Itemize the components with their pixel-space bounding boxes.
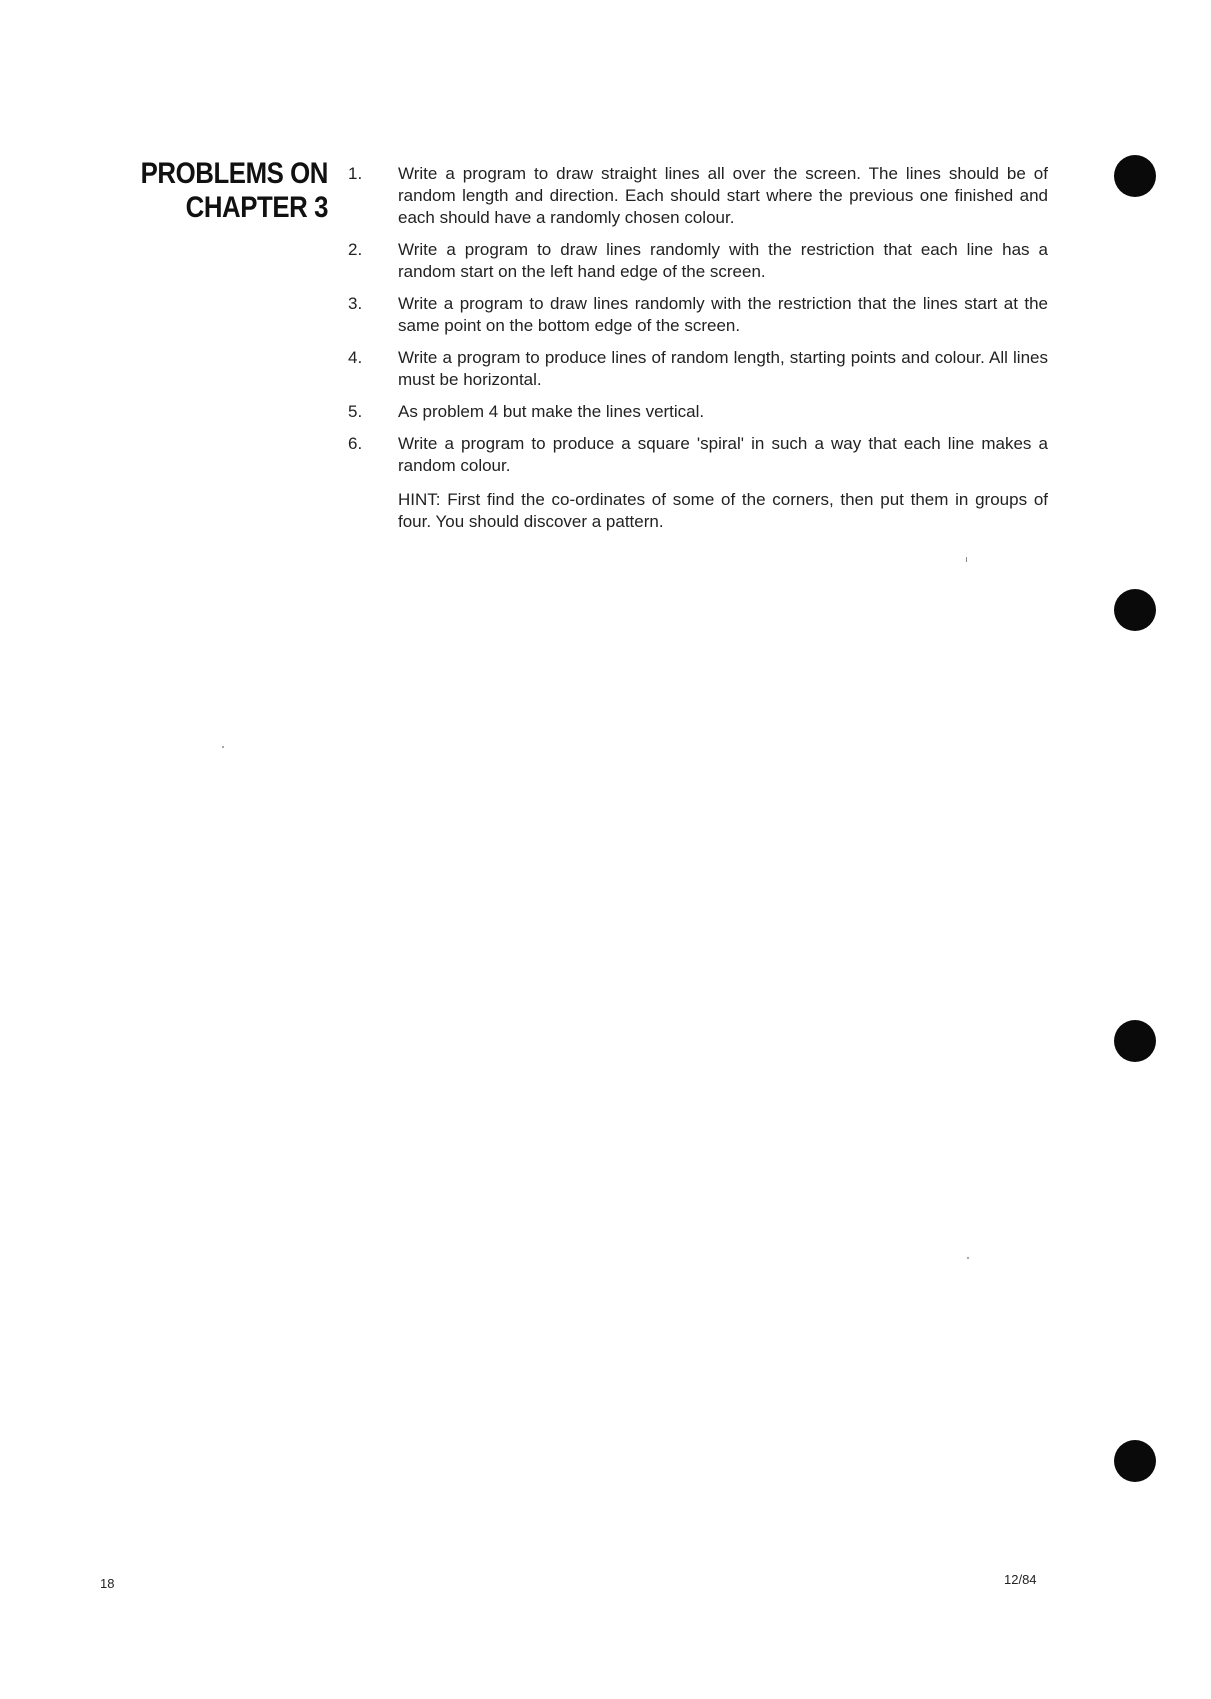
problem-text: As problem 4 but make the lines vertical. (398, 402, 705, 421)
problem-number: 4. (348, 348, 363, 367)
problem-item-1 (348, 163, 1048, 229)
problem-text: Write a program to draw straight lines all over the screen. The lines should be of random length and direction. Each should start where the previous one finished and each should have a randomly chosen colour. (398, 164, 1048, 227)
scan-speck (222, 746, 224, 748)
problem-text: Write a program to produce lines of random length, starting points and colour. All lines must be horizontal. (398, 348, 1048, 389)
section-heading (132, 157, 328, 225)
binder-hole-icon (1114, 1440, 1156, 1482)
problem-number: 1. (348, 164, 363, 183)
scan-speck (967, 1257, 969, 1259)
heading-line-1: PROBLEMS ON (140, 157, 328, 190)
problem-item-4 (348, 347, 1048, 391)
problem-item-3 (348, 293, 1048, 337)
problem-list (348, 163, 1048, 543)
binder-hole-icon (1114, 1020, 1156, 1062)
publication-date: 12/84 (1004, 1572, 1037, 1587)
page-number: 18 (100, 1576, 115, 1591)
binder-hole-icon (1114, 155, 1156, 197)
problem-text: Write a program to draw lines randomly with the restriction that the lines start at the same point on the bottom edge of the screen. (398, 294, 1048, 335)
problem-text: Write a program to produce a square 'spiral' in such a way that each line makes a random colour. (398, 434, 1048, 475)
hint-text: HINT: First find the co-ordinates of some of the corners, then put them in groups of four. You should discover a pattern. (398, 490, 1048, 531)
binder-hole-icon (1114, 589, 1156, 631)
heading-line-2: CHAPTER 3 (185, 191, 328, 224)
scan-speck (966, 557, 967, 562)
problem-number: 5. (348, 402, 363, 421)
problem-item-6 (348, 433, 1048, 533)
problem-number: 2. (348, 240, 363, 259)
problem-item-5 (348, 401, 1048, 423)
problem-text: Write a program to draw lines randomly with the restriction that each line has a random start on the left hand edge of the screen. (398, 240, 1048, 281)
problem-number: 6. (348, 434, 363, 453)
problem-item-2 (348, 239, 1048, 283)
problem-number: 3. (348, 294, 363, 313)
